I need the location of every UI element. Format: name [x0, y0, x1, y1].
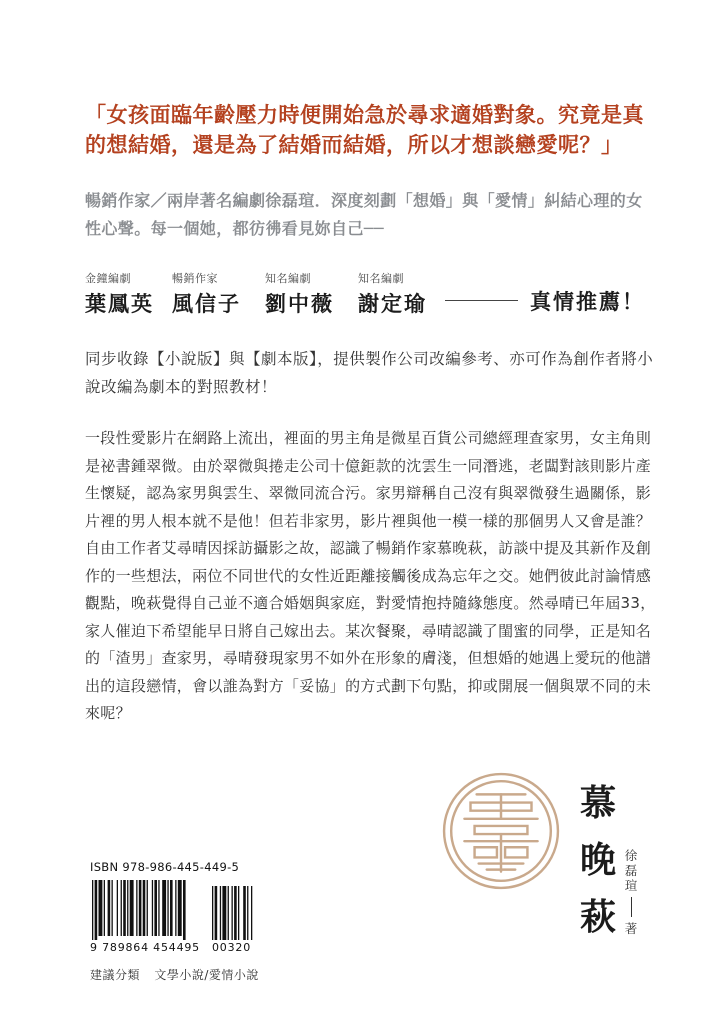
category-line: [90, 966, 259, 983]
recommender-role: 知名編劇: [358, 272, 404, 285]
book-title-char: 慕: [580, 782, 617, 824]
recommender: [85, 270, 154, 318]
recommender: [172, 270, 241, 318]
recommender: [265, 270, 334, 318]
author-name-char: 瑄: [624, 878, 638, 893]
recommender: [358, 270, 427, 318]
recommender-name: 劉中薇: [265, 292, 334, 316]
recommender-role: 暢銷作家: [172, 272, 218, 285]
sync-note: 同步收錄【小說版】與【劇本版】，提供製作公司改編參考、亦可作為創作者將小說改編為劇本的對照教材！: [85, 350, 654, 396]
author-name-char: 磊: [624, 863, 638, 878]
barcode-icon: [90, 880, 270, 940]
shou-longevity-emblem-icon: [440, 770, 562, 892]
recommender-name: 謝定瑜: [358, 292, 427, 316]
isbn-label: ISBN 978-986-445-449-5: [90, 860, 240, 874]
book-title-char: 晚: [580, 839, 617, 881]
book-title-char: 萩: [580, 896, 617, 938]
barcode-addon-number: 00320: [212, 941, 251, 954]
recommender-role: 金鐘編劇: [85, 272, 131, 285]
headline-quote: 「女孩面臨年齡壓力時便開始急於尋求適婚對象。究竟是真的想結婚，還是為了結婚而結婚，所以才想談戀愛呢？」: [85, 103, 644, 157]
barcode-number: 9 789864 454495: [90, 941, 200, 954]
recommender-name: 風信子: [172, 292, 241, 316]
intro-blurb: 暢銷作家／兩岸著名編劇徐磊瑄．深度刻劃「想婚」與「愛情」糾結心理的女性心聲。每一個她，都彷彿看見妳自己──: [85, 191, 643, 238]
category-label: 建議分類: [90, 968, 141, 982]
author-name-char: 徐: [624, 848, 638, 863]
synopsis-paragraph: 自由工作者艾尋晴因採訪攝影之故，認識了暢銷作家慕晚萩，訪談中提及其新作及創作的一些想法，兩位不同世代的女性近距離接觸後成為忘年之交。她們彼此討論情感觀點，晚萩覺得自己並不適合婚姻與家庭，對愛情抱持隨緣態度。然尋晴已年屆33，家人催迫下希望能早日將自己嫁出去。某次餐聚，尋晴認識了閨蜜的同學，正是知名的「渣男」查家男，尋晴發現家男不如外在形象的膚淺，但想婚的她遇上愛玩的他譜出的這段戀情，會以誰為對方「妥協」的方式劃下句點，抑或開展一個與眾不同的未來呢？: [85, 539, 656, 722]
recommender-name: 葉鳳英: [85, 292, 154, 316]
recommend-tag: 真情推薦！: [530, 290, 645, 314]
synopsis-paragraph: 一段性愛影片在網路上流出，裡面的男主角是微星百貨公司總經理查家男，女主角則是祕書鍾翠微。由於翠微與捲走公司十億鉅款的沈雲生一同潛逃，老闆對該則影片產生懷疑，認為家男與雲生、翠微同流合污。家男辯稱自己沒有與翠微發生過關係，影片裡的男人根本就不是他！但若非家男，影片裡與他一模一樣的那個男人又會是誰？: [85, 429, 652, 530]
recommend-divider: [445, 300, 518, 301]
author-suffix: 著: [624, 921, 638, 936]
recommender-role: 知名編劇: [265, 272, 311, 285]
author-divider: [631, 897, 632, 917]
synopsis: [85, 425, 660, 728]
author-credit: [622, 848, 640, 936]
category-value: 文學小說/愛情小說: [154, 968, 259, 982]
